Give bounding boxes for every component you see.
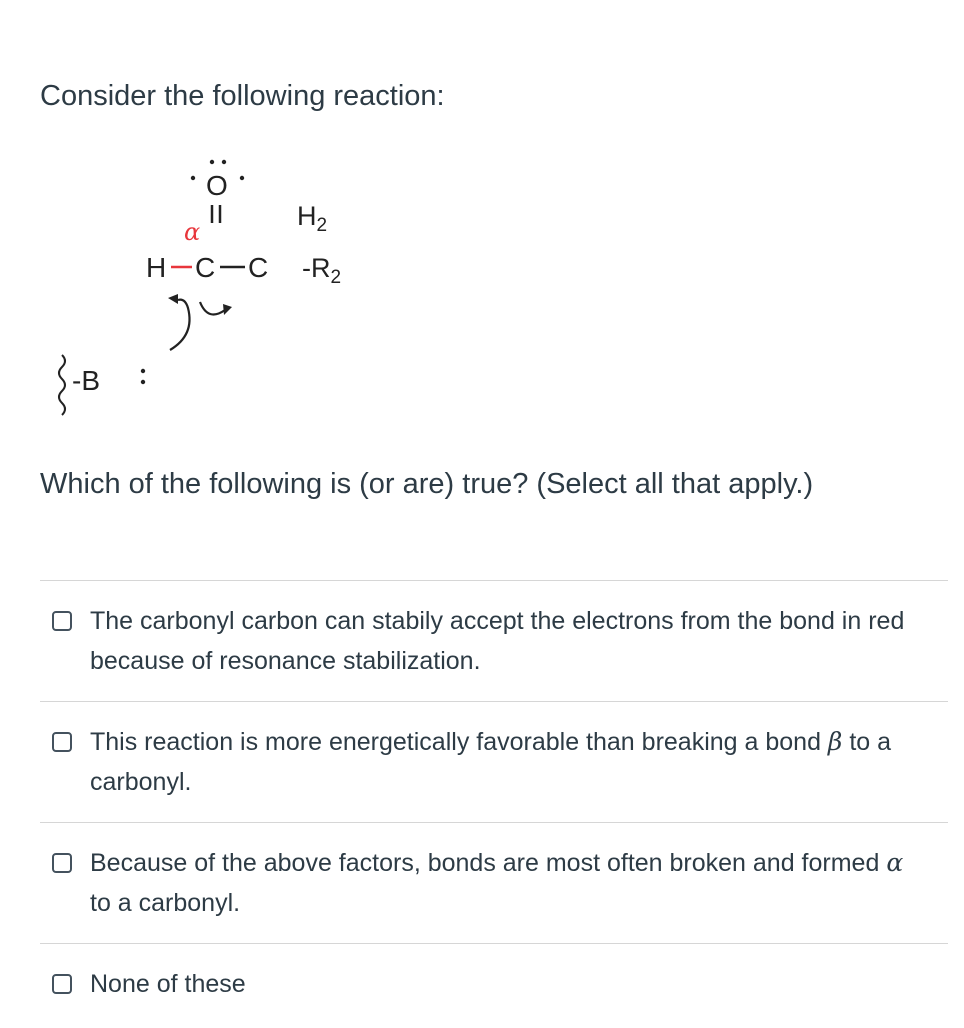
answer-option-2[interactable] — [40, 702, 948, 823]
double-bond — [212, 205, 220, 223]
question-prompt: Which of the following is (or are) true? (Select all that apply.) — [40, 468, 814, 500]
alpha-symbol: α — [886, 848, 904, 877]
answer-label: The carbonyl carbon can stabily accept the electrons from the bond in red because of resonance stabilization. — [90, 607, 905, 675]
carbonyl-carbon: C — [195, 252, 216, 283]
checkbox[interactable] — [52, 853, 72, 873]
base-group: -B — [72, 365, 100, 396]
checkbox[interactable] — [52, 732, 72, 752]
oxygen-atom: O — [206, 170, 228, 201]
question-intro: Consider the following reaction: — [40, 80, 445, 112]
answer-label: Because of the above factors, bonds are most often broken and formed α to a carbonyl. — [90, 848, 904, 917]
answer-option-4[interactable] — [40, 944, 948, 1024]
checkbox[interactable] — [52, 974, 72, 994]
answer-label: None of these — [90, 970, 246, 998]
beta-symbol: β — [827, 727, 843, 756]
answer-label: This reaction is more energetically favorable than breaking a bond β to a carbonyl. — [90, 727, 892, 796]
hydrogen-atom: H — [146, 252, 167, 283]
checkbox[interactable] — [52, 611, 72, 631]
base-lone-pair — [141, 369, 145, 384]
alpha-label: α — [184, 218, 201, 246]
alpha-carbon: C — [248, 252, 269, 283]
answer-option-3[interactable] — [40, 823, 948, 944]
answer-list — [40, 580, 948, 1024]
r2-group: $-R_2$ — [302, 253, 342, 288]
answer-option-1[interactable] — [40, 581, 948, 702]
wavy-bond — [59, 355, 65, 415]
curved-arrows — [170, 300, 225, 350]
reaction-diagram — [40, 150, 460, 440]
h2-label: $H_2$ — [297, 201, 328, 236]
